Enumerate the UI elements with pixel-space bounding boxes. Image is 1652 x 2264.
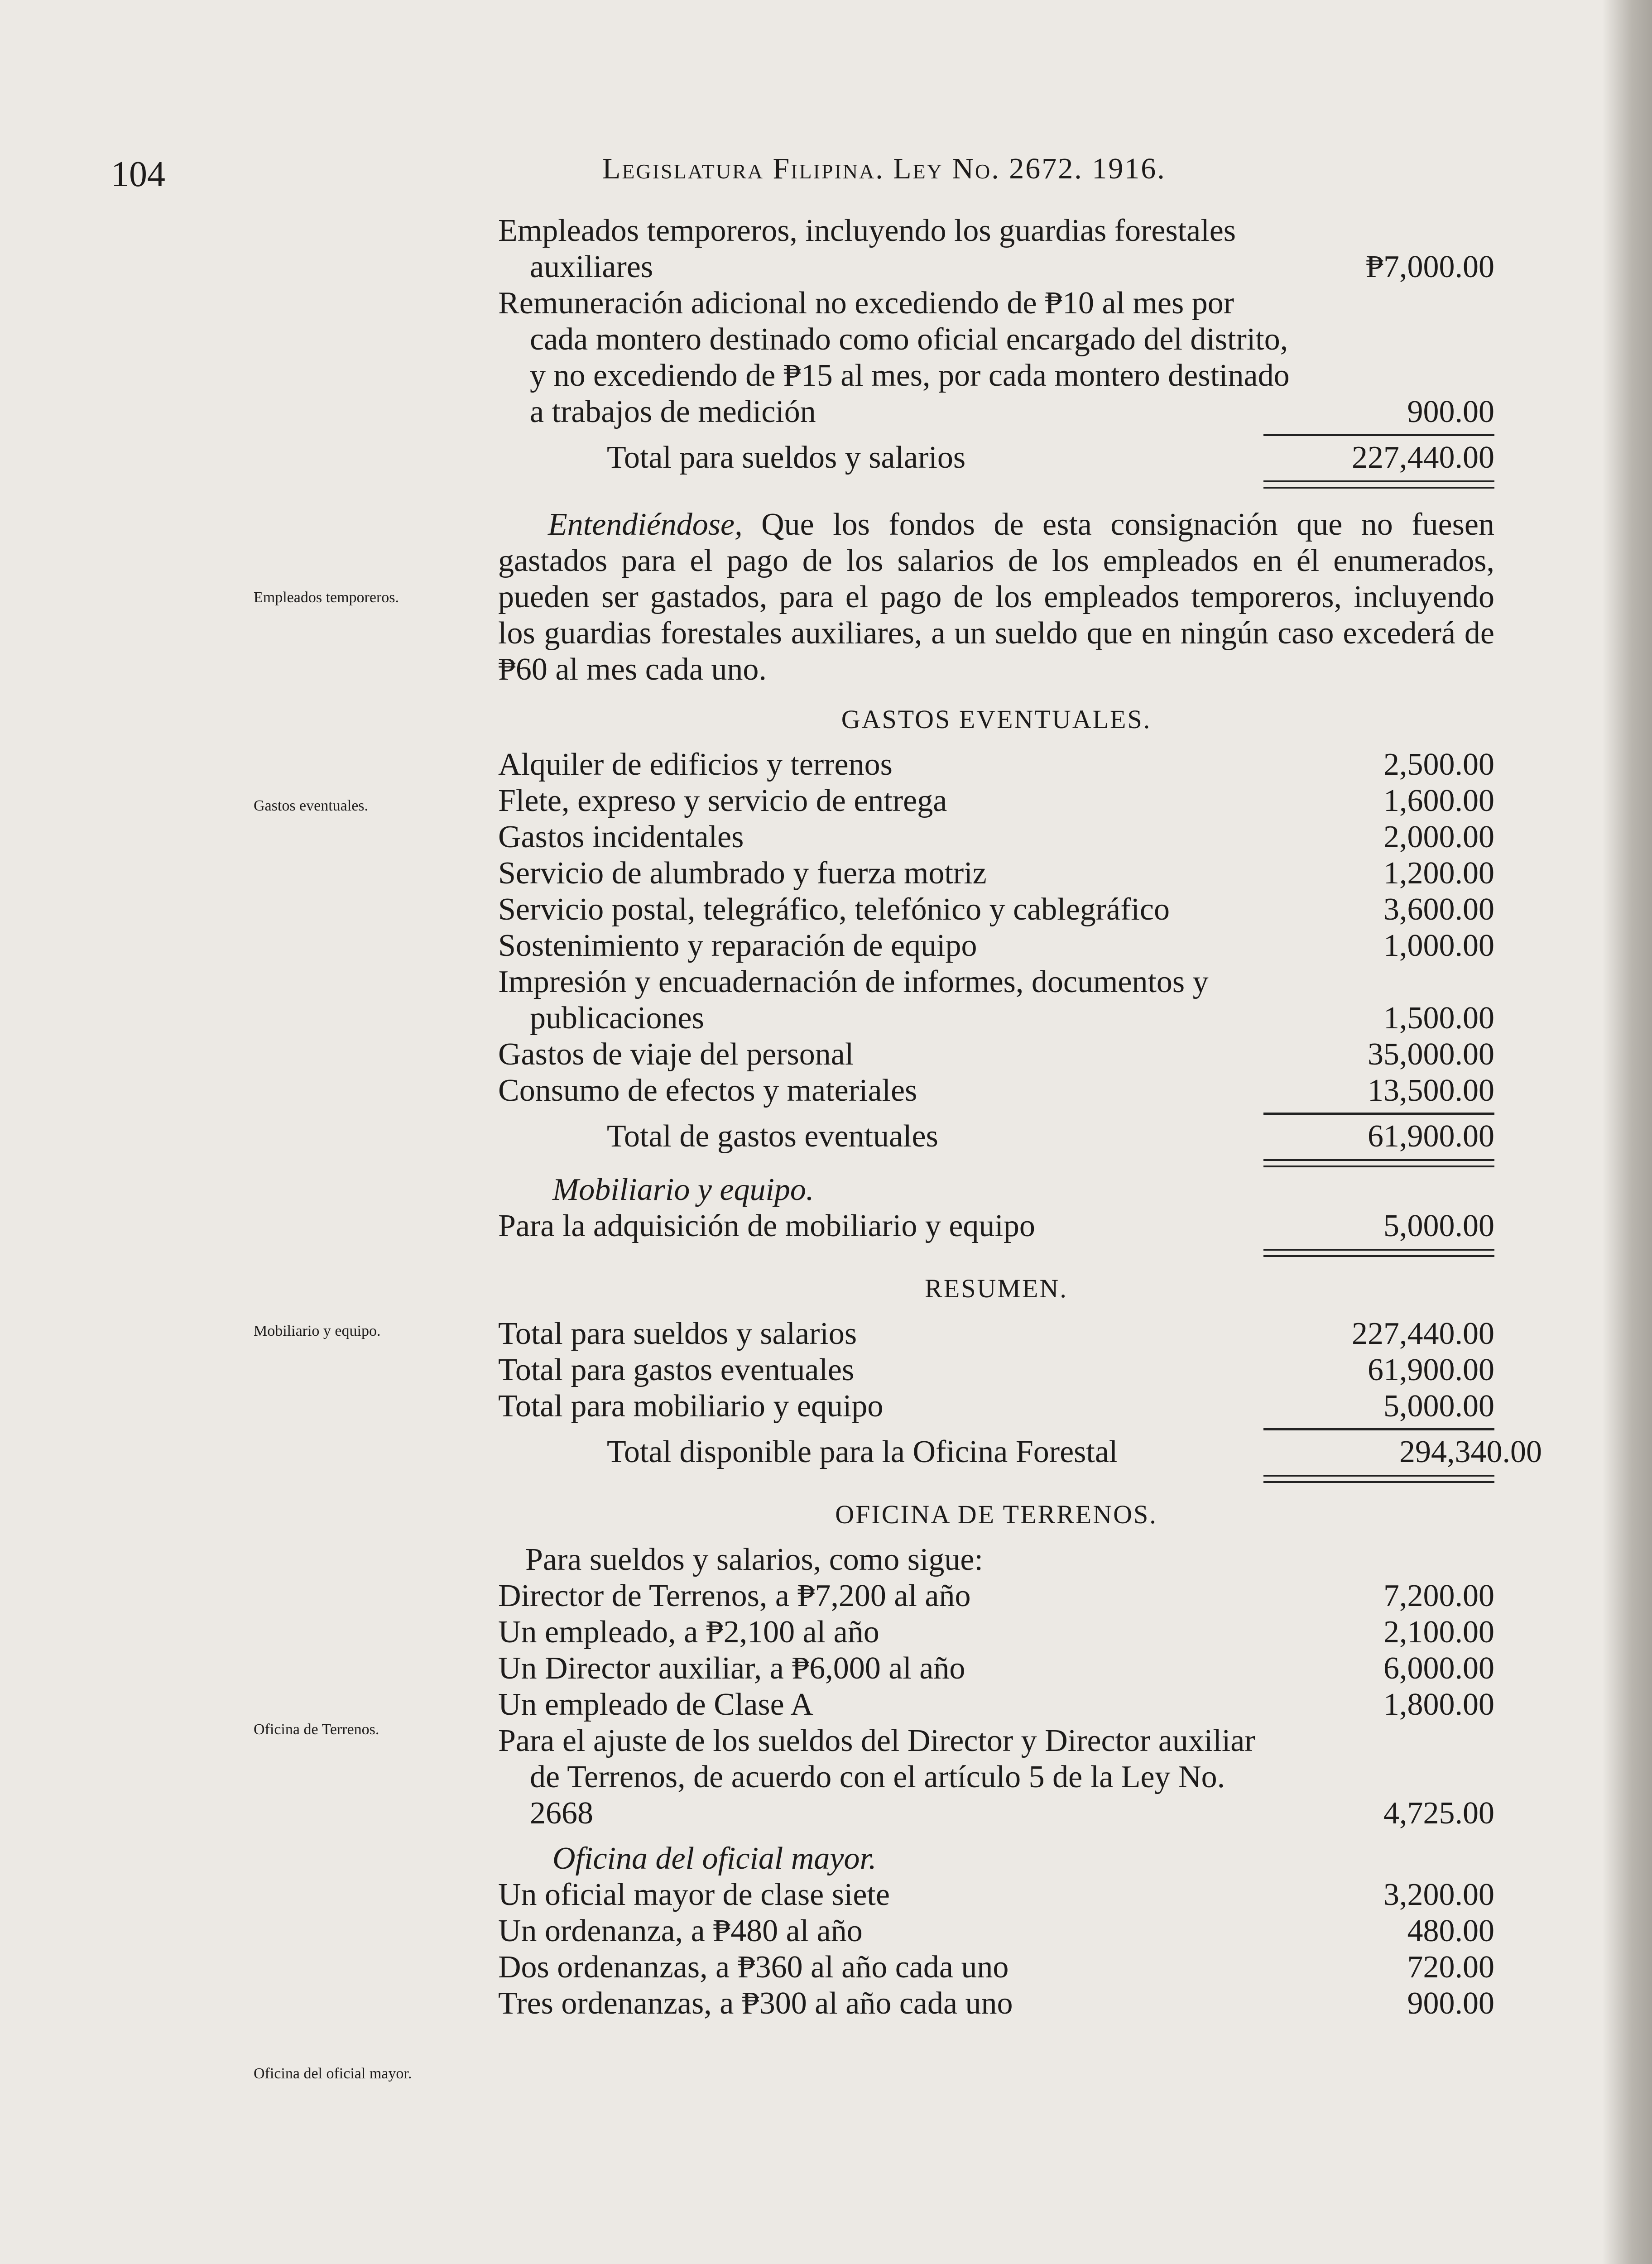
rule: [1263, 1428, 1494, 1430]
line-item: Dos ordenanzas, a ₱360 al año cada uno 720.00: [498, 1950, 1494, 1985]
double-rule: [1263, 480, 1494, 489]
running-head: Legislatura Filipina. Ley No. 2672. 1916.: [602, 152, 1166, 185]
line-item: Servicio postal, telegráfico, telefónico y cablegráfico 3,600.00: [498, 892, 1494, 927]
gastos-heading: GASTOS EVENTUALES.: [841, 705, 1152, 734]
double-rule: [1263, 1159, 1494, 1167]
rule: [1263, 1113, 1494, 1115]
double-rule: [1263, 1475, 1494, 1483]
terrenos-intro: Para sueldos y salarios, como sigue:: [525, 1542, 983, 1577]
line-item: Para el ajuste de los sueldos del Director y Director auxiliar de Terrenos, de acuerdo con el artículo 5 de la Ley No. 2668 4,725.00: [498, 1723, 1494, 1831]
line-item: Gastos de viaje del personal 35,000.00: [498, 1037, 1494, 1072]
margin-note-mobiliario: Mobiliario y equipo.: [254, 1323, 381, 1339]
margin-note-gastos: Gastos eventuales.: [254, 797, 369, 814]
line-item: Consumo de efectos y materiales 13,500.00: [498, 1073, 1494, 1108]
line-item: Un empleado de Clase A 1,800.00: [498, 1687, 1494, 1722]
line-item: Tres ordenanzas, a ₱300 al año cada uno 900.00: [498, 1986, 1494, 2021]
oficial-heading: Oficina del oficial mayor.: [552, 1841, 877, 1876]
line-item: Empleados temporeros, incluyendo los guardias forestales auxiliares ₱7,000.00: [498, 213, 1494, 284]
line-item: Un oficial mayor de clase siete 3,200.00: [498, 1877, 1494, 1912]
total-disponible-row: Total disponible para la Oficina Forestal 294,340.00: [607, 1434, 1542, 1469]
line-item: Remuneración adicional no excediendo de ₱10 al mes por cada montero destinado como oficial encargado del distrito, y no excediendo de ₱15 al mes, por cada montero destinado a trabajos de medición 900.00: [498, 286, 1494, 429]
resumen-heading: RESUMEN.: [925, 1274, 1068, 1303]
line-item: Total para mobiliario y equipo 5,000.00: [498, 1389, 1494, 1424]
margin-note-empleados: Empleados temporeros.: [254, 589, 399, 606]
double-rule: [1263, 1249, 1494, 1257]
line-item: Gastos incidentales 2,000.00: [498, 820, 1494, 854]
terrenos-heading: OFICINA DE TERRENOS.: [835, 1500, 1157, 1529]
line-item: Un empleado, a ₱2,100 al año 2,100.00: [498, 1615, 1494, 1650]
line-item: Para la adquisición de mobiliario y equipo 5,000.00: [498, 1209, 1494, 1243]
margin-note-oficial-mayor: Oficina del oficial mayor.: [254, 2065, 412, 2082]
page-number: 104: [111, 154, 165, 194]
line-item: Un Director auxiliar, a ₱6,000 al año 6,000.00: [498, 1651, 1494, 1686]
rule: [1263, 434, 1494, 436]
line-item: Impresión y encuadernación de informes, documentos y publicaciones 1,500.00: [498, 964, 1494, 1036]
line-item: Total para gastos eventuales 61,900.00: [498, 1353, 1494, 1387]
total-sueldos-row: Total para sueldos y salarios 227,440.00: [607, 440, 1494, 475]
proviso-paragraph: Entendiéndose, Que los fondos de esta consignación que no fuesen gastados para el pago de los salarios de los empleados en él enumerados, pueden ser gastados, para el pago de los empleados temporeros, incluyendo los guardias forestales auxiliares, a un sueldo que en ningún caso excederá de ₱60 al mes cada uno.: [498, 507, 1494, 687]
line-item: Un ordenanza, a ₱480 al año 480.00: [498, 1914, 1494, 1948]
line-item: Alquiler de edificios y terrenos 2,500.00: [498, 747, 1494, 782]
line-item: Director de Terrenos, a ₱7,200 al año 7,200.00: [498, 1578, 1494, 1613]
page-edge-shadow: [1602, 0, 1652, 2264]
mobiliario-heading: Mobiliario y equipo.: [552, 1172, 814, 1207]
line-item: Total para sueldos y salarios 227,440.00: [498, 1316, 1494, 1351]
line-item: Servicio de alumbrado y fuerza motriz 1,200.00: [498, 856, 1494, 891]
line-item: Sostenimiento y reparación de equipo 1,000.00: [498, 928, 1494, 963]
total-gastos-row: Total de gastos eventuales 61,900.00: [607, 1119, 1494, 1154]
margin-note-terrenos: Oficina de Terrenos.: [254, 1721, 379, 1738]
document-body: [498, 213, 1542, 2022]
line-item: Flete, expreso y servicio de entrega 1,600.00: [498, 783, 1494, 818]
